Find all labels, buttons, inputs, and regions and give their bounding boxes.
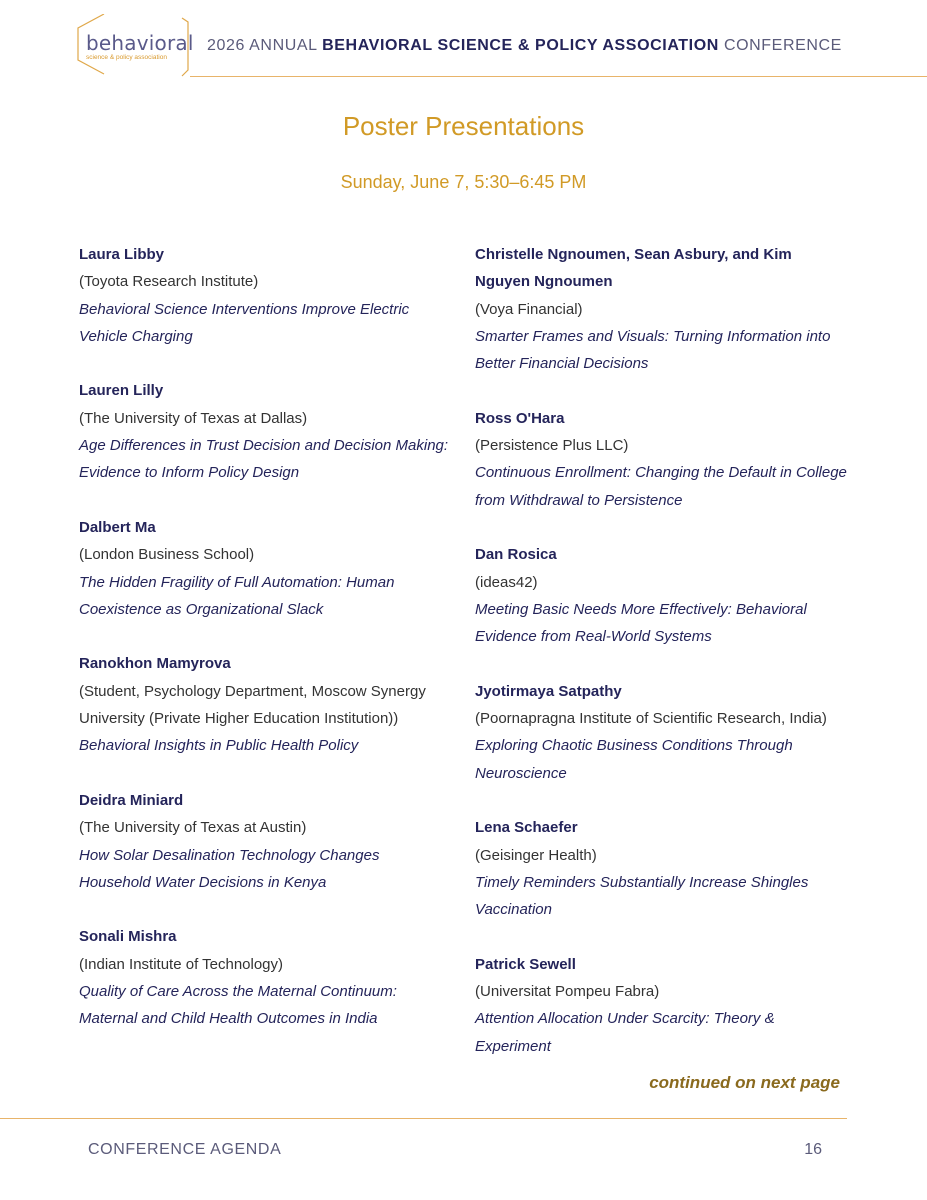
presenter-name: Lauren Lilly [79,382,164,400]
poster-title: Continuous Enrollment: Changing the Default in College from Withdrawal to Persistence [475,464,847,509]
poster-entry [475,951,850,1060]
presenter-name: Christelle Ngnoumen, Sean Asbury, and Kim Nguyen Ngnoumen [475,246,792,291]
logo-subtitle: science & policy association [86,54,167,61]
presenter-affiliation: (Student, Psychology Department, Moscow Synergy University (Private Higher Education Institution)) [79,682,426,728]
presenter-affiliation: (The University of Texas at Austin) [79,819,307,837]
poster-entry [79,377,454,486]
presenter-affiliation: (Universitat Pompeu Fabra) [475,983,660,1001]
presenter-affiliation: (Persistence Plus LLC) [475,437,629,455]
logo-wordmark: behavioral [86,31,194,55]
session-time: Sunday, June 7, 5:30–6:45 PM [340,172,587,192]
header-divider [190,76,927,77]
poster-entry [475,241,850,377]
poster-title: The Hidden Fragility of Full Automation: Human Coexistence as Organizational Slack [79,573,395,618]
poster-entry [79,787,454,896]
association-logo [74,14,194,78]
poster-entry [79,923,454,1032]
footer-section-label: CONFERENCE AGENDA [88,1141,282,1158]
poster-entry [79,514,454,623]
presenter-name: Ross O'Hara [475,409,565,427]
poster-entry [79,650,454,759]
poster-entry [475,405,850,514]
poster-title: Attention Allocation Under Scarcity: Theory & Experiment [475,1010,775,1055]
poster-entry [475,678,850,787]
right-column [475,241,850,1087]
footer-divider [0,1118,847,1119]
poster-title: Age Differences in Trust Decision and Decision Making: Evidence to Inform Policy Design [79,437,449,482]
presenter-affiliation: (London Business School) [79,546,255,564]
presenter-affiliation: (Indian Institute of Technology) [79,955,284,973]
header-title-bold: BEHAVIORAL SCIENCE & POLICY ASSOCIATION [322,37,719,54]
presenter-name: Deidra Miniard [79,791,184,809]
left-column [79,241,454,1060]
presenter-affiliation: (The University of Texas at Dallas) [79,409,308,427]
presenter-name: Lena Schaefer [475,819,578,837]
presenter-affiliation: (Geisinger Health) [475,846,597,864]
header-title-suffix: CONFERENCE [718,37,842,54]
presenter-affiliation: (ideas42) [475,573,538,591]
presenter-affiliation: (Voya Financial) [475,300,583,318]
presenter-affiliation: (Poornapragna Institute of Scientific Research, India) [475,710,827,728]
poster-entry [475,814,850,923]
presenter-name: Dalbert Ma [79,518,156,536]
poster-title: Quality of Care Across the Maternal Continuum: Maternal and Child Health Outcomes in India [79,983,397,1028]
poster-title: Smarter Frames and Visuals: Turning Information into Better Financial Decisions [475,327,831,373]
poster-entry [79,241,454,350]
poster-entry [475,541,850,650]
header-title-prefix: 2026 ANNUAL [207,37,323,54]
continued-note: continued on next page [649,1073,840,1092]
page-number: 16 [804,1141,822,1158]
presenter-name: Ranokhon Mamyrova [79,655,231,673]
presenter-name: Jyotirmaya Satpathy [475,682,622,700]
presenter-name: Patrick Sewell [475,955,576,973]
presenter-name: Dan Rosica [475,546,557,564]
poster-title: Timely Reminders Substantially Increase Shingles Vaccination [475,873,809,919]
presenter-name: Laura Libby [79,246,165,263]
poster-title: Behavioral Insights in Public Health Policy [79,737,359,755]
poster-title: How Solar Desalination Technology Changes Household Water Decisions in Kenya [79,846,380,891]
presenter-name: Sonali Mishra [79,928,177,946]
poster-title: Meeting Basic Needs More Effectively: Behavioral Evidence from Real-World Systems [475,600,807,646]
poster-title: Exploring Chaotic Business Conditions Through Neuroscience [475,737,793,782]
page-title: Poster Presentations [342,111,585,141]
presenter-affiliation: (Toyota Research Institute) [79,273,259,291]
conference-header-title [207,37,842,55]
poster-title: Behavioral Science Interventions Improve Electric Vehicle Charging [79,300,410,345]
